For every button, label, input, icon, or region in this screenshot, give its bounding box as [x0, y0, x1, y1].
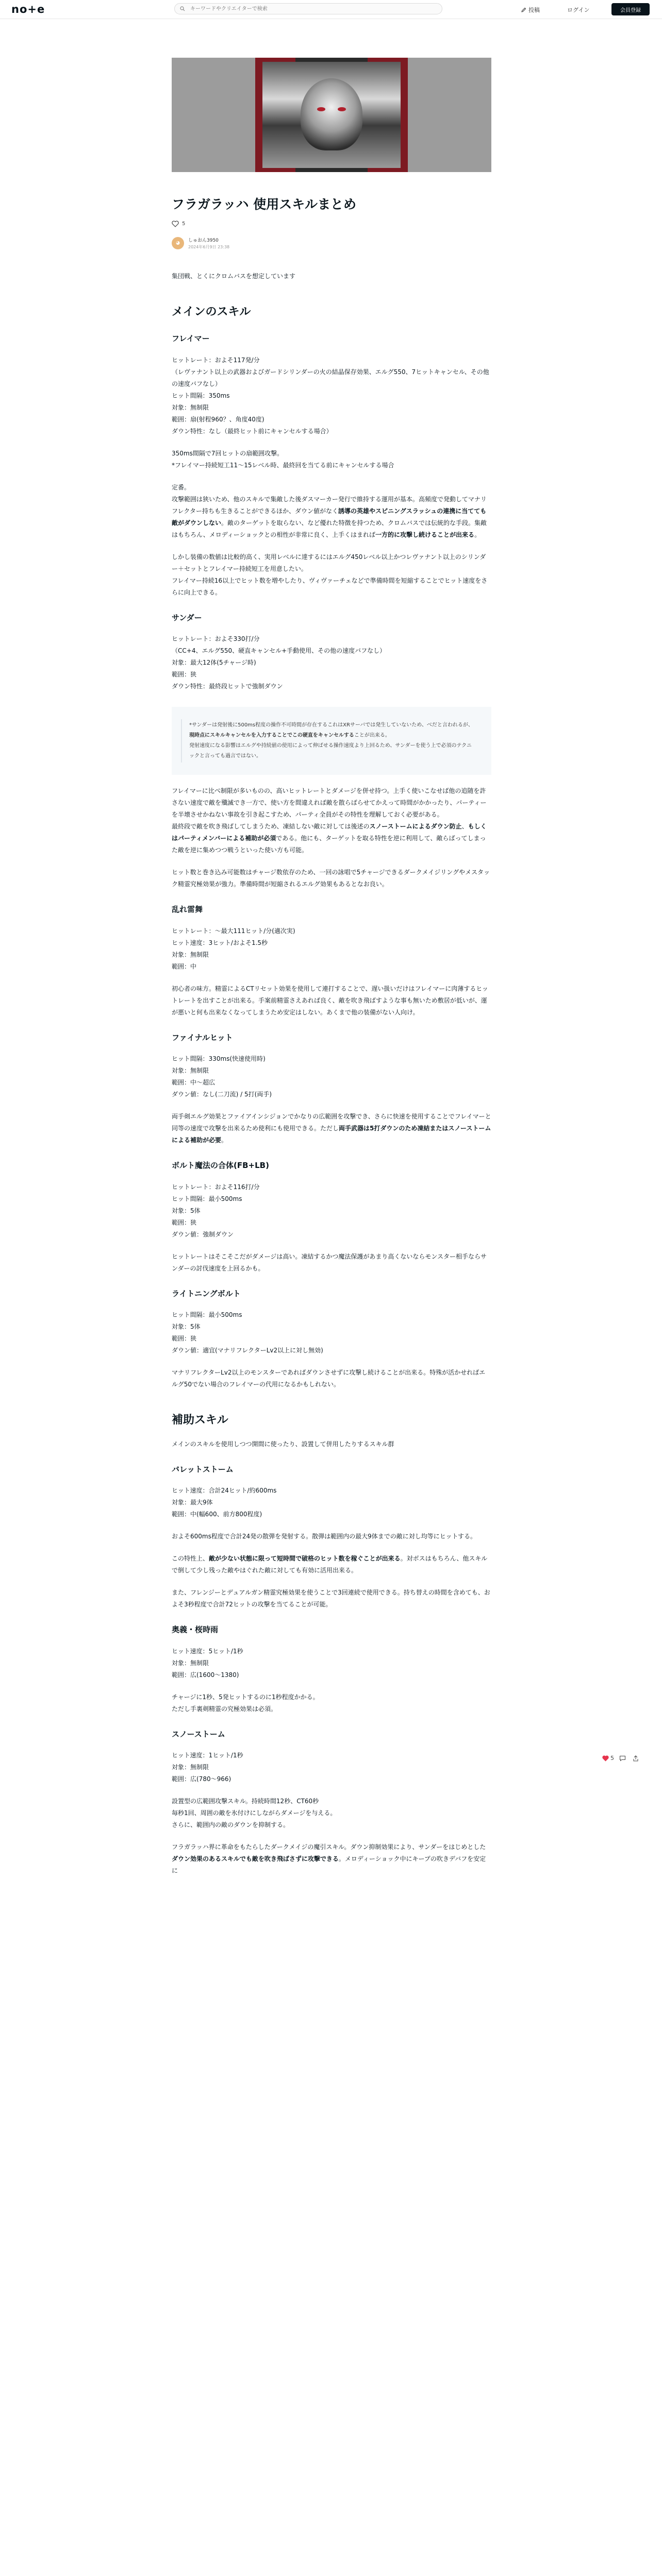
ice-spear-description	[172, 1691, 491, 1715]
heart-icon	[602, 1755, 609, 1761]
text-run: 、	[461, 823, 468, 831]
bullet-storm-specs	[172, 1485, 491, 1520]
paragraph: 毎秒1回、周囲の敵を氷付けにしながらダメージを与える。	[172, 1809, 337, 1817]
spec-line: 対象：無制限	[172, 1659, 209, 1667]
spec-line: 範囲：狭	[172, 671, 197, 679]
snowstorm-specs	[172, 1750, 491, 1785]
post-link[interactable]	[521, 6, 540, 14]
bold-text: もしくはパーティメンバーによる補助が必須	[172, 823, 487, 842]
detail-line: 350ms間隔で7回ヒットの扇範囲攻撃。	[172, 449, 284, 457]
bold-text: 敵が少ない状態に限って短時間で破格のヒット数を稼ぐことが出来る	[209, 1555, 401, 1563]
skill-heading-meteor: 乱れ雷舞	[172, 905, 203, 914]
text-run: 発射速度になる影響はエルグや持続値の使用によって伸ばせる操作速度より上回るため、サンダーを使う上で必須のテクニックと言っても過言ではない。	[189, 743, 472, 759]
spec-line: 範囲：狭	[172, 1335, 197, 1343]
article-title: フラガラッハ 使用スキルまとめ	[172, 197, 356, 212]
text-run: 。メロディーショック中にキープの吹きデバフを安定に	[172, 1855, 486, 1875]
flamer-description	[172, 482, 491, 541]
text-run: フラガラッハ界に革命をもたらしたダークメイジの魔引スキル。ダウン抑制効果により、サンダーをはじめとした	[172, 1843, 486, 1851]
spec-line: ダウン特性：なし（最終ヒット前にキャンセルする場合）	[172, 427, 333, 435]
share-button[interactable]	[633, 1755, 640, 1761]
skill-heading-flamer: フレイマー	[172, 334, 210, 344]
spec-line: ヒットレート：およそ330打/分	[172, 635, 260, 643]
publish-date: 2024年6月9日 23:38	[188, 244, 230, 249]
eyecatch-bg-left	[172, 58, 255, 172]
bullet-storm-feature	[172, 1553, 491, 1577]
eyecatch-bg-right	[408, 58, 491, 172]
final-hit-specs	[172, 1053, 491, 1100]
snowstorm-description	[172, 1795, 491, 1831]
skill-heading-ice-spear: 奥義・桜時雨	[172, 1625, 219, 1635]
heart-icon[interactable]	[172, 221, 179, 227]
spec-line: 対象：無制限	[172, 951, 209, 958]
author-name[interactable]: しゅおん3950	[188, 238, 219, 243]
spec-line: 対象：5体	[172, 1207, 201, 1214]
spec-line: ヒット間隔：最小500ms	[172, 1311, 242, 1319]
meteor-specs	[172, 925, 491, 973]
thunder-charge-note: ヒット数と巻き込み可能数はチャージ数依存のため、一回の詠唱で5チャージできるダークメイジリングやメスタック精霊究極効果が強力。準備時間が短縮されるエルグ効果もあるとなお良い。	[172, 869, 490, 888]
section-heading-main: メインのスキル	[172, 305, 251, 318]
text-run: 最終段で敵を吹き飛ばしてしまうため、凍結しない敵に対しては後述の	[172, 823, 370, 831]
spec-line: ダウン特性：最終段ヒットで強制ダウン	[172, 683, 283, 690]
text-run: 攻撃範囲は狭いため、他のスキルで集敵した後ダスマーカー発行で維持する運用が基本。高頻度で発動してマナリフレクター持ちも生きることができるほか、ダウン値がなく	[172, 495, 487, 515]
lightning-bolt-description: マナリフレクターLv2以上のモンスターであればダウンさせずに攻撃し続けることが出来る。特殊が活かせればエルグ50でない場合のフレイマーの代用になるかもしれない。	[172, 1369, 486, 1388]
text-run: 。敵のターゲットを取らない、など優れた特徴を持つため、クロムバスでは伝統的な手段。集敵はもちろん、メロディーショックとの相性が非常に良く、上手くはまれば	[172, 519, 487, 538]
bold-text: 両手武器は5打ダウンのため凍結またはスノーストームによる補助が必要	[172, 1125, 491, 1144]
detail-line: *フレイマー持続短工11～15レベル時、最終回を当てる前にキャンセルする場合	[172, 461, 394, 469]
post-label: 投稿	[528, 7, 540, 13]
final-hit-description	[172, 1111, 491, 1146]
spec-line: 対象：5体	[172, 1323, 201, 1331]
spec-line: ヒットレート：およそ116打/分	[172, 1183, 260, 1191]
paragraph	[172, 494, 491, 541]
text-run: 両手剣エルグ効果とファイアインシジョンでかなりの広範囲を攻撃でき、さらに快速を使用することでフレイマーと同等の速度で攻撃を出来るため使利にも使用できる。ただし	[172, 1113, 491, 1132]
spec-line: ヒット間隔：最小500ms	[172, 1195, 242, 1202]
thunder-note-quote	[172, 707, 491, 775]
eyecatch-image	[172, 58, 491, 172]
spec-line: 範囲：広(780～966)	[172, 1775, 231, 1783]
skill-heading-bolt-combo: ボルト魔法の合体(FB+LB)	[172, 1161, 269, 1171]
search-bar[interactable]	[174, 3, 442, 14]
bold-text: ダウン効果のあるスキルでも敵を吹き飛ばさずに攻撃できる	[172, 1855, 339, 1863]
thunder-specs	[172, 633, 491, 692]
bullet-storm-combo: また、フレンジーとデュアルガン精霊究極効果を使うことで3回連続で使用できる。持ち替えの時間を含めても、およそ3秒程度で合計72ヒットの攻撃を当てることが可能。	[172, 1589, 490, 1608]
note-logo[interactable]: no+e	[11, 3, 45, 15]
bolt-specs	[172, 1181, 491, 1241]
spec-line: （CC+4、エルグ550、硬直キャンセル+手動使用、その他の速度バフなし）	[172, 647, 386, 655]
skill-heading-final-hit: ファイナルヒット	[172, 1032, 233, 1042]
eyecatch-figure	[301, 78, 362, 150]
spec-line: ヒット速度：3ヒット/およそ1.5秒	[172, 939, 268, 946]
bold-text: 現時点にスキルキャンセルを入力することでこの硬直をキャンセルする	[189, 733, 354, 739]
spec-line: 範囲：中	[172, 962, 197, 970]
pen-icon	[521, 7, 526, 13]
spec-line: ヒット間隔：330ms(快速使用時)	[172, 1055, 266, 1063]
spec-line: ヒット速度：5ヒット/1秒	[172, 1647, 243, 1655]
spec-line: 対象：無制限	[172, 1067, 209, 1075]
text-run: 。	[474, 531, 481, 538]
paragraph: 定番。	[172, 483, 191, 491]
text-run: 。	[221, 1137, 228, 1144]
skill-heading-bullet-storm: バレットストーム	[172, 1464, 234, 1474]
paragraph: しかし装備の数値は比較的高く、実用レベルに達するにはエルグ450レベル以上かつレヴァナント以上のシリンダー＋セットとフレイマー持続短工を用意したい。	[172, 553, 486, 572]
text-run: である。他にも、ターゲットを取る特性を逆に利用して、敵らばってしまった敵を逆に集めつつ戦うといった使い方も可能。	[172, 835, 486, 854]
paragraph: フレイマー持続16以上でヒット数を増やしたり、ヴィヴァーチェなどで準備時間を短縮することでヒット速度をさらに向上できる。	[172, 577, 488, 596]
site-header	[0, 0, 662, 19]
bullet-storm-description: およそ600ms程度で合計24発の散弾を発射する。散弾は範囲内の最大9体までの敵に対し均等にヒットする。	[172, 1533, 477, 1540]
text-run: ことが出来る。	[354, 733, 390, 739]
spec-line: ヒット間隔：350ms	[172, 392, 230, 399]
paragraph: ただし手裏剣精霊の究極効果は必須。	[172, 1705, 277, 1713]
spec-line: ダウン値：強制ダウン	[172, 1230, 234, 1238]
bold-text: 一方的に攻撃し続けることが出来る	[375, 531, 475, 538]
text-run: この特性上、	[172, 1555, 209, 1563]
spec-line: 対象：無制限	[172, 1764, 209, 1771]
skill-heading-thunder: サンダー	[172, 613, 202, 622]
section-heading-support: 補助スキル	[172, 1414, 228, 1427]
comment-button[interactable]	[619, 1755, 627, 1761]
flamer-specs	[172, 354, 491, 437]
eyecatch-eye	[317, 107, 325, 111]
bold-text: 誘導の英雄やスピニングスラッシュの連携に当てても敵がダウンしない	[172, 507, 487, 527]
paragraph: 設置型の広範囲攻撃スキル。持続時間12秒、CT60秒	[172, 1798, 319, 1805]
text-run: *サンダーは発射後に500ms程度の操作不可時間が存在するこれはXRサーバでは発生していないため、べだと言われるが、	[189, 722, 473, 728]
spec-line: ヒット速度：1ヒット/1秒	[172, 1752, 243, 1759]
thunder-description	[172, 785, 491, 856]
spec-line: 範囲：広(1600～1380)	[172, 1671, 239, 1679]
login-link[interactable]: ログイン	[567, 7, 590, 13]
avatar[interactable]: ◕	[172, 237, 184, 249]
floating-actions	[602, 1755, 646, 1761]
snowstorm-feature	[172, 1841, 491, 1877]
spec-line: 対象：無制限	[172, 403, 209, 411]
search-icon	[180, 6, 185, 11]
comment-icon	[619, 1755, 626, 1761]
floating-like-button[interactable]	[602, 1755, 614, 1761]
paragraph: さらに、範囲内の敵のダウンを抑制する。	[172, 1821, 290, 1829]
search-input[interactable]	[189, 6, 439, 12]
spec-line: ダウン値：なし(二刀流) / 5打(両手)	[172, 1091, 272, 1098]
spec-line: 範囲：中(幅600、前方800程度)	[172, 1511, 262, 1518]
spec-line: ヒットレート：～最大111ヒット/分(適次実)	[172, 927, 295, 935]
lightning-bolt-specs	[172, 1309, 491, 1357]
spec-line: ダウン値：適宜(マナリフレクターLv2以上に対し無効)	[172, 1347, 323, 1354]
paragraph: フレイマーに比べ制限が多いものの、高いヒットレートとダメージを併せ持つ。上手く使いこなせば他の追随を許さない速度で敵を殲滅でき一方で、使い方を間違えれば敵を散らばらせてかえって時間がかかったり、パーティーを半壊させかねない事故を引き起こすため、パーティ全員がその特性を理解しておく必要がある。	[172, 787, 487, 819]
meteor-description: 初心者の味方。精霊によるCTリセット効果を使用して連打することで、遅い扱いだけはフレイマーに肉薄するヒットレートを出すことが出来る。手案前精霊さえあれば良く、敵を吹き飛ばすような事も無いため敷居が低いが、運が悪いと何も出来なくなってしまうため安定はしない。あくまで他の装備がない人向け。	[172, 985, 488, 1016]
spec-line: （レヴァナント以上の武器およびガードシリンダーの火の結晶保存効果、エルグ550、7ヒットキャンセル、その他の速度バフなし）	[172, 368, 489, 387]
skill-heading-snowstorm: スノーストーム	[172, 1729, 225, 1739]
share-icon	[633, 1755, 639, 1761]
spec-line: 範囲：中～超広	[172, 1079, 216, 1087]
eyecatch-eye	[338, 107, 346, 111]
spec-line: 対象：最大9体	[172, 1499, 213, 1506]
like-row	[172, 221, 491, 227]
spec-line: 範囲：扇(射程960？、角度40度)	[172, 415, 264, 423]
flamer-requirements	[172, 551, 491, 599]
flamer-detail	[172, 448, 491, 471]
bold-text: スノーストームによるダウン防止	[369, 823, 462, 831]
spec-line: 範囲：狭	[172, 1218, 197, 1226]
author-block[interactable]	[172, 236, 491, 250]
floating-like-count: 5	[610, 1755, 614, 1761]
spec-line: 対象：最大12体(5チャージ時)	[172, 659, 256, 667]
register-button[interactable]: 会員登録	[611, 3, 650, 15]
article	[172, 58, 491, 1877]
spec-line: ヒット速度：合計24ヒット/約600ms	[172, 1487, 277, 1495]
skill-heading-lightning-bolt: ライトニングボルト	[172, 1289, 241, 1298]
spec-line: ヒットレート：およそ117発/分	[172, 356, 260, 364]
paragraph	[172, 821, 491, 856]
bolt-description: ヒットレートはそこそこだがダメージは高い。凍結するかつ魔法保護があまり高くないならモンスター相手ならサンダーの討伐速度を上回るかも。	[172, 1252, 487, 1272]
intro-text: 集団戦、とくにクロムバスを想定しています	[172, 272, 296, 280]
paragraph: チャージに1秒、5発ヒットするのに1秒程度かかる。	[172, 1693, 319, 1701]
support-intro: メインのスキルを使用しつつ開間に使ったり、設置して併用したりするスキル群	[172, 1440, 394, 1448]
like-count: 5	[182, 221, 186, 227]
ice-spear-specs	[172, 1646, 491, 1681]
text-run: 。対ボスはもちろん、他スキルで倒して少し残った敵やはぐれた敵に対しても有効に活用出来る。	[172, 1555, 488, 1574]
